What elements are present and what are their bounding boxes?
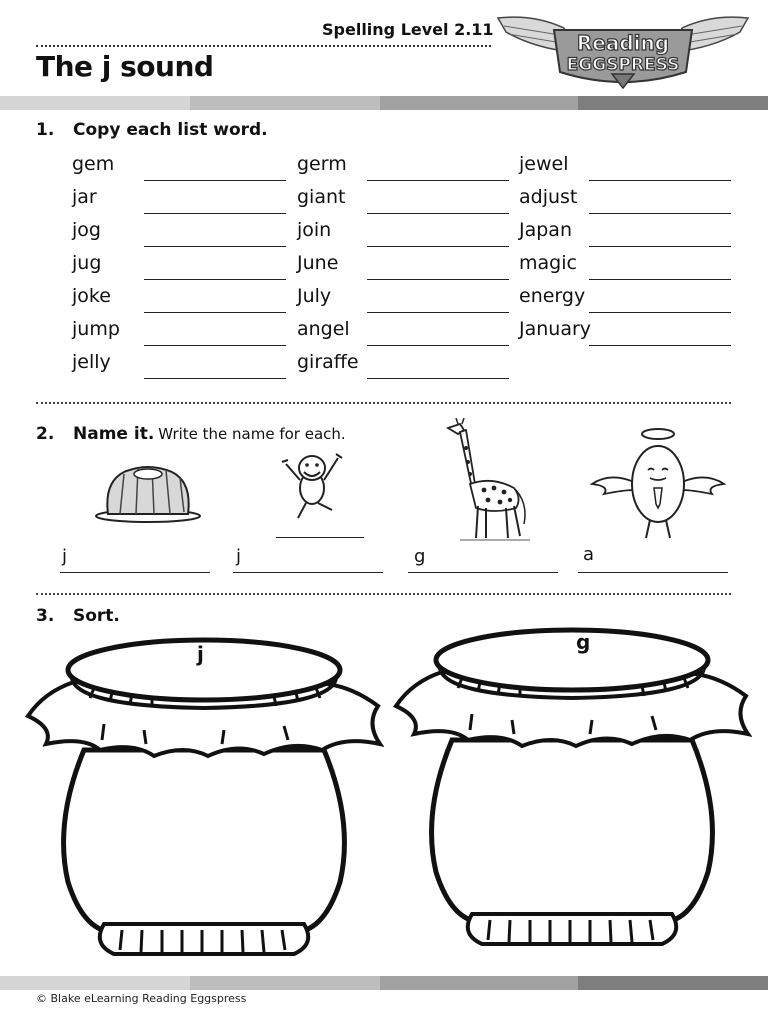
jump-icon	[278, 448, 346, 524]
section-divider	[36, 402, 731, 404]
q3-number: 3.	[36, 606, 55, 626]
list-word: January	[519, 318, 592, 340]
list-word: jump	[72, 318, 120, 340]
q2-number: 2.	[36, 424, 55, 444]
q2-title: Name it.	[73, 424, 155, 444]
answer-start-letter: j	[62, 546, 68, 567]
list-word: jelly	[72, 351, 111, 373]
write-line[interactable]	[367, 378, 509, 379]
list-word: July	[297, 285, 332, 307]
write-line[interactable]	[367, 345, 509, 346]
jar-label: j	[197, 642, 204, 666]
page-title: The j sound	[36, 50, 214, 83]
list-word: jar	[72, 186, 97, 208]
write-line[interactable]	[367, 312, 509, 313]
angel-icon	[590, 424, 726, 542]
answer-line[interactable]	[60, 572, 210, 573]
list-word: germ	[297, 153, 347, 175]
write-line[interactable]	[144, 378, 286, 379]
list-word: jug	[72, 252, 102, 274]
write-line[interactable]	[144, 213, 286, 214]
list-word: jog	[72, 219, 101, 241]
list-word: gem	[72, 153, 115, 175]
sort-jar-g[interactable]	[392, 622, 752, 956]
list-word: adjust	[519, 186, 578, 208]
list-word: giraffe	[297, 351, 359, 373]
sort-jar-j[interactable]	[24, 632, 384, 966]
write-line[interactable]	[144, 312, 286, 313]
write-line[interactable]	[589, 246, 731, 247]
write-line[interactable]	[589, 213, 731, 214]
write-line[interactable]	[367, 213, 509, 214]
header-divider	[36, 45, 491, 47]
write-line[interactable]	[144, 180, 286, 181]
q2-instruction: Write the name for each.	[158, 425, 346, 443]
logo-text-reading: Reading	[576, 31, 670, 55]
q3-heading	[36, 606, 120, 626]
reading-eggspress-logo	[494, 12, 752, 90]
list-word: giant	[297, 186, 346, 208]
q1-heading	[36, 120, 268, 140]
write-line[interactable]	[589, 279, 731, 280]
q1-title: Copy each list word.	[73, 120, 268, 140]
jelly-icon	[92, 462, 204, 526]
list-word: joke	[72, 285, 111, 307]
write-line[interactable]	[367, 180, 509, 181]
answer-line[interactable]	[408, 572, 558, 573]
list-word: Japan	[519, 219, 572, 241]
list-word: magic	[519, 252, 577, 274]
answer-start-letter: a	[583, 544, 595, 565]
q1-number: 1.	[36, 120, 55, 140]
answer-start-letter: j	[236, 546, 242, 567]
header-band	[0, 96, 768, 110]
q2-heading	[36, 424, 346, 444]
answer-start-letter: g	[414, 546, 426, 567]
list-word: jewel	[519, 153, 569, 175]
write-line[interactable]	[367, 279, 509, 280]
picture-write-line[interactable]	[276, 537, 364, 538]
spelling-level: Spelling Level 2.11	[322, 20, 494, 39]
section-divider	[36, 593, 731, 595]
list-word: join	[297, 219, 332, 241]
list-word: energy	[519, 285, 586, 307]
giraffe-icon	[440, 418, 536, 544]
write-line[interactable]	[144, 279, 286, 280]
jar-label: g	[576, 630, 591, 654]
footer-band	[0, 976, 768, 990]
list-word: angel	[297, 318, 350, 340]
write-line[interactable]	[589, 312, 731, 313]
write-line[interactable]	[589, 345, 731, 346]
list-word: June	[297, 252, 339, 274]
answer-line[interactable]	[578, 572, 728, 573]
write-line[interactable]	[144, 246, 286, 247]
write-line[interactable]	[367, 246, 509, 247]
write-line[interactable]	[144, 345, 286, 346]
logo-text-eggspress: EGGSPRESS	[566, 55, 680, 75]
write-line[interactable]	[589, 180, 731, 181]
answer-line[interactable]	[233, 572, 383, 573]
copyright-text: © Blake eLearning Reading Eggspress	[36, 992, 247, 1005]
q3-title: Sort.	[73, 606, 120, 626]
